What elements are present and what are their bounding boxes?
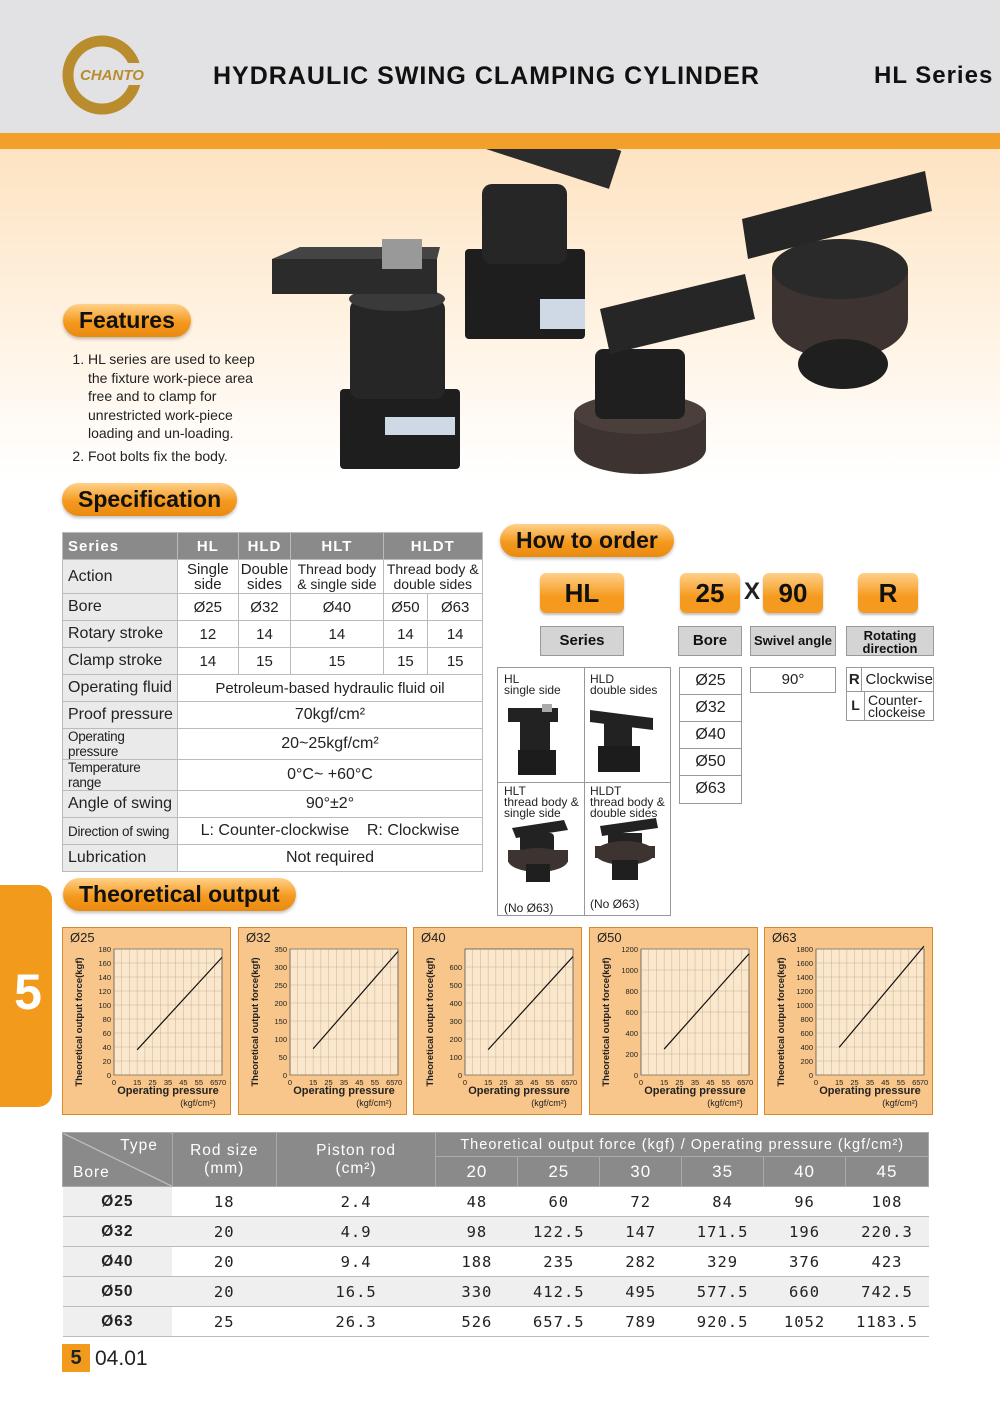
spec-row [63, 818, 483, 845]
piston-area-cell: 2.4 [276, 1187, 436, 1217]
spec-value: Ø40 [291, 594, 383, 621]
series-option-hldt: HLDT thread body & double sides [590, 784, 665, 820]
order-code-angle: 90 [763, 573, 823, 613]
bore-options-list [679, 667, 742, 804]
table-row [63, 1187, 929, 1217]
x-tick-label: 25 [148, 1078, 157, 1087]
x-tick-label: 0 [111, 1078, 117, 1087]
x-tick-label: 0 [462, 1078, 468, 1087]
bore-label: Bore [73, 1164, 110, 1181]
spec-row-clamp [63, 648, 483, 675]
x-tick-label: 65 [912, 1078, 921, 1087]
spec-value: Ø50 [383, 594, 428, 621]
spec-header-series: Series [63, 533, 178, 560]
spec-label: Lubrication [63, 845, 178, 872]
spec-label: Bore [63, 594, 178, 621]
brand-logo-text: CHANTO [80, 67, 144, 84]
x-tick-label: 65 [385, 1078, 394, 1087]
spec-label: Temperature range [63, 760, 178, 791]
y-tick-label: 50 [278, 1053, 287, 1062]
x-tick-label: 55 [896, 1078, 906, 1087]
order-code-separator: X [743, 578, 760, 605]
spec-value: 14 [383, 621, 428, 648]
spec-label: Operating fluid [63, 675, 178, 702]
y-tick-label: 200 [449, 1035, 462, 1044]
order-code-series: HL [540, 573, 624, 613]
x-tick-label: 45 [530, 1078, 539, 1087]
x-tick-label: 45 [881, 1078, 890, 1087]
y-tick-label: 600 [800, 1029, 813, 1038]
direction-option: R Clockwise [847, 668, 933, 692]
y-tick-label: 160 [98, 959, 111, 968]
force-cell: 122.5 [518, 1217, 600, 1247]
force-cell: 495 [600, 1277, 682, 1307]
force-cell: 1052 [764, 1307, 846, 1337]
spec-label: Direction of swing [63, 818, 178, 845]
force-cell: 98 [436, 1217, 518, 1247]
x-tick-label: 70 [744, 1078, 753, 1087]
force-cell: 72 [600, 1187, 682, 1217]
x-tick-label: 15 [308, 1078, 317, 1087]
y-tick-label: 1400 [796, 973, 813, 982]
theoretical-output-heading: Theoretical output [63, 878, 296, 911]
spec-value: 0°C~ +60°C [177, 760, 482, 791]
y-tick-label: 600 [624, 1008, 638, 1017]
spec-row-rotary [63, 621, 483, 648]
spec-row [63, 702, 483, 729]
rod-size-cell: 20 [172, 1217, 276, 1247]
x-tick-label: 35 [163, 1078, 173, 1087]
spec-value: 90°±2° [177, 791, 482, 818]
table-row [63, 1217, 929, 1247]
x-tick-label: 35 [514, 1078, 524, 1087]
x-tick-label: 45 [354, 1078, 364, 1087]
series-option-hlt: HLT thread body & single side [504, 784, 579, 820]
chart-title: Ø50 [596, 930, 622, 945]
y-tick-label: 500 [449, 981, 462, 990]
force-cell: 920.5 [682, 1307, 764, 1337]
x-axis-unit: (kgf/cm²) [355, 1098, 392, 1108]
hlt-cylinder-image [574, 274, 755, 474]
spec-value: L: Counter-clockwise R: Clockwise [177, 818, 482, 845]
piston-area-cell: 9.4 [276, 1247, 436, 1277]
spec-action-hl: Single side [177, 560, 238, 594]
table-row [63, 1277, 929, 1307]
output-chart [764, 927, 933, 1115]
spec-value: Ø63 [428, 594, 483, 621]
page-title: HYDRAULIC SWING CLAMPING CYLINDER [213, 62, 760, 90]
spec-action-hlt: Thread body & single side [291, 560, 383, 594]
y-tick-label: 400 [800, 1043, 813, 1052]
spec-header-row [63, 533, 483, 560]
spec-row [63, 729, 483, 760]
y-tick-label: 40 [102, 1043, 111, 1052]
x-tick-label: 0 [813, 1078, 819, 1087]
output-chart [589, 927, 758, 1115]
y-tick-label: 100 [273, 1035, 287, 1044]
spec-value: 20~25kgf/cm² [177, 729, 482, 760]
features-list [70, 350, 270, 465]
y-tick-label: 100 [98, 1001, 111, 1010]
y-tick-label: 120 [98, 987, 111, 996]
x-tick-label: 55 [194, 1078, 204, 1087]
spec-row-bore [63, 594, 483, 621]
x-axis-unit: (kgf/cm²) [531, 1098, 567, 1108]
hlt-thumbnail-image [508, 820, 568, 882]
y-tick-label: 0 [282, 1071, 287, 1080]
x-tick-label: 45 [179, 1078, 188, 1087]
footer-chapter-badge: 5 [62, 1344, 90, 1372]
x-axis-label: Operating pressure [117, 1085, 219, 1097]
table-row [63, 1247, 929, 1277]
x-tick-label: 35 [690, 1078, 699, 1087]
x-axis-unit: (kgf/cm²) [180, 1098, 216, 1108]
spec-label: Proof pressure [63, 702, 178, 729]
pressure-header: 20 [436, 1157, 518, 1187]
order-code-direction: R [858, 573, 918, 613]
x-tick-label: 15 [659, 1078, 668, 1087]
y-tick-label: 350 [273, 945, 287, 954]
order-label-series: Series [540, 626, 624, 656]
series-thumbnails [498, 668, 670, 915]
bore-cell: Ø25 [63, 1187, 173, 1217]
x-tick-label: 35 [339, 1078, 348, 1087]
x-axis-label: Operating pressure [468, 1085, 570, 1097]
spec-value: 14 [428, 621, 483, 648]
feature-item: 1. HL series are used to keep the fixture work-piece area free and to clamp for unrestricted work-piece loading and un-loading. [88, 350, 270, 443]
output-chart [413, 927, 582, 1115]
x-tick-label: 15 [132, 1078, 142, 1087]
spec-value: 15 [383, 648, 428, 675]
y-tick-label: 0 [633, 1071, 638, 1080]
x-tick-label: 65 [561, 1078, 570, 1087]
bore-option: Ø40 [680, 722, 741, 749]
x-tick-label: 70 [393, 1078, 402, 1087]
y-tick-label: 800 [624, 987, 638, 996]
x-tick-label: 15 [483, 1078, 493, 1087]
spec-label: Action [63, 560, 178, 594]
chart-title: Ø40 [421, 930, 446, 945]
bore-option: Ø32 [680, 695, 741, 722]
series-options-grid [497, 667, 671, 916]
x-tick-label: 25 [674, 1078, 684, 1087]
angle-option: 90° [750, 667, 836, 693]
x-tick-label: 35 [865, 1078, 875, 1087]
x-tick-label: 0 [287, 1078, 292, 1087]
chart-title: Ø32 [245, 930, 271, 945]
piston-area-cell: 4.9 [276, 1217, 436, 1247]
hld-cylinder-image [419, 149, 622, 339]
force-cell: 220.3 [845, 1217, 928, 1247]
x-tick-label: 55 [370, 1078, 379, 1087]
series-note-hldt: (No Ø63) [590, 897, 640, 911]
x-axis-unit: (kgf/cm²) [706, 1098, 743, 1108]
spec-value: Ø32 [238, 594, 291, 621]
direction-options-list [846, 667, 934, 721]
bore-cell: Ø32 [63, 1217, 173, 1247]
force-cell: 147 [600, 1217, 682, 1247]
spec-value: 14 [291, 621, 383, 648]
spec-value: 15 [291, 648, 383, 675]
hl-cylinder-image [272, 239, 460, 469]
spec-label: Operating pressure [63, 729, 178, 760]
spec-header-hldt: HLDT [383, 533, 482, 560]
force-cell: 789 [600, 1307, 682, 1337]
force-group-header: Theoretical output force (kgf) / Operating pressure (kgf/cm²) [436, 1133, 929, 1157]
x-tick-label: 55 [721, 1078, 730, 1087]
spec-row [63, 675, 483, 702]
rod-size-cell: 20 [172, 1277, 276, 1307]
force-cell: 196 [764, 1217, 846, 1247]
features-heading: Features [63, 304, 191, 337]
y-tick-label: 80 [102, 1015, 111, 1024]
y-axis-label: Theoretical output force(kgf) [425, 957, 436, 1087]
force-cell: 48 [436, 1187, 518, 1217]
force-cell: 282 [600, 1247, 682, 1277]
force-cell: 171.5 [682, 1217, 764, 1247]
y-axis-label: Theoretical output force(kgf) [249, 957, 261, 1087]
hldt-cylinder-image [742, 171, 932, 389]
series-option-hld: HLD double sides [590, 672, 658, 697]
force-cell: 60 [518, 1187, 600, 1217]
x-tick-label: 25 [323, 1078, 333, 1087]
chapter-side-tab-number: 5 [14, 964, 42, 1020]
spec-value: 70kgf/cm² [177, 702, 482, 729]
order-label-angle: Swivel angle [750, 626, 836, 656]
output-table [62, 1132, 929, 1337]
y-tick-label: 20 [102, 1057, 111, 1066]
y-tick-label: 200 [800, 1057, 813, 1066]
output-chart [238, 927, 407, 1115]
y-tick-label: 250 [273, 981, 287, 990]
y-tick-label: 300 [449, 1017, 462, 1026]
rod-size-header: Rod size (mm) [172, 1133, 276, 1187]
force-cell: 412.5 [518, 1277, 600, 1307]
spec-value: 14 [177, 648, 238, 675]
bore-option: Ø63 [680, 776, 741, 803]
pressure-header: 30 [600, 1157, 682, 1187]
x-tick-label: 65 [210, 1078, 219, 1087]
x-tick-label: 45 [705, 1078, 715, 1087]
x-axis-unit: (kgf/cm²) [882, 1098, 918, 1108]
rod-size-cell: 25 [172, 1307, 276, 1337]
feature-item: 2. Foot bolts fix the body. [88, 447, 270, 466]
spec-label: Angle of swing [63, 791, 178, 818]
y-tick-label: 1200 [620, 945, 638, 954]
hl-thumbnail-image [508, 704, 558, 775]
bore-option: Ø50 [680, 749, 741, 776]
x-axis-label: Operating pressure [819, 1085, 921, 1097]
rod-size-cell: 18 [172, 1187, 276, 1217]
spec-header-hl: HL [177, 533, 238, 560]
piston-rod-header: Piston rod (cm²) [276, 1133, 436, 1187]
spec-value: Petroleum-based hydraulic fluid oil [177, 675, 482, 702]
order-code-bore: 25 [680, 573, 740, 613]
bore-option: Ø25 [680, 668, 741, 695]
output-chart [62, 927, 231, 1115]
x-tick-label: 70 [919, 1078, 929, 1087]
y-tick-label: 100 [449, 1053, 462, 1062]
x-tick-label: 25 [499, 1078, 508, 1087]
y-tick-label: 200 [624, 1050, 638, 1059]
y-tick-label: 1600 [796, 959, 813, 968]
specification-heading: Specification [62, 483, 237, 516]
chart-title: Ø63 [772, 930, 797, 945]
spec-label: Rotary stroke [63, 621, 178, 648]
y-axis-label: Theoretical output force(kgf) [74, 957, 85, 1087]
pressure-header: 25 [518, 1157, 600, 1187]
hldt-thumbnail-image [595, 818, 658, 880]
y-tick-label: 180 [98, 945, 111, 954]
direction-option: L Counter-clockeise [847, 692, 933, 720]
series-note-hlt: (No Ø63) [504, 901, 554, 915]
spec-label: Clamp stroke [63, 648, 178, 675]
spec-header-hlt: HLT [291, 533, 383, 560]
series-option-hl: HL single side [504, 672, 561, 697]
force-cell: 96 [764, 1187, 846, 1217]
pressure-header: 35 [682, 1157, 764, 1187]
force-cell: 84 [682, 1187, 764, 1217]
output-charts [62, 927, 930, 1117]
x-tick-label: 25 [850, 1078, 859, 1087]
y-tick-label: 1200 [796, 987, 813, 996]
specification-table [62, 532, 483, 872]
force-cell: 577.5 [682, 1277, 764, 1307]
spec-value: 15 [428, 648, 483, 675]
y-tick-label: 400 [449, 999, 462, 1008]
rod-size-cell: 20 [172, 1247, 276, 1277]
x-tick-label: 65 [736, 1078, 745, 1087]
piston-area-cell: 16.5 [276, 1277, 436, 1307]
spec-action-hld: Double sides [238, 560, 291, 594]
y-tick-label: 600 [449, 963, 462, 972]
y-tick-label: 400 [624, 1029, 638, 1038]
y-tick-label: 1800 [796, 945, 813, 954]
chanto-logo [62, 35, 192, 115]
spec-value: Not required [177, 845, 482, 872]
x-axis-label: Operating pressure [643, 1085, 746, 1097]
force-cell: 108 [845, 1187, 928, 1217]
force-cell: 235 [518, 1247, 600, 1277]
spec-value: 14 [238, 621, 291, 648]
bore-cell: Ø50 [63, 1277, 173, 1307]
how-to-order-heading: How to order [500, 524, 674, 557]
spec-value: 15 [238, 648, 291, 675]
force-cell: 742.5 [845, 1277, 928, 1307]
spec-row-action [63, 560, 483, 594]
piston-area-cell: 26.3 [276, 1307, 436, 1337]
force-cell: 657.5 [518, 1307, 600, 1337]
y-tick-label: 0 [106, 1071, 111, 1080]
x-tick-label: 70 [217, 1078, 227, 1087]
footer-page-number: 04.01 [95, 1347, 148, 1370]
table-row [63, 1307, 929, 1337]
pressure-header: 45 [845, 1157, 928, 1187]
force-cell: 423 [845, 1247, 928, 1277]
y-tick-label: 0 [457, 1071, 462, 1080]
y-tick-label: 300 [273, 963, 287, 972]
x-tick-label: 15 [834, 1078, 844, 1087]
spec-row [63, 760, 483, 791]
spec-value: 12 [177, 621, 238, 648]
spec-action-hldt: Thread body & double sides [383, 560, 482, 594]
force-cell: 1183.5 [845, 1307, 928, 1337]
force-cell: 660 [764, 1277, 846, 1307]
x-tick-label: 55 [545, 1078, 555, 1087]
chart-title: Ø25 [70, 930, 95, 945]
type-bore-corner [63, 1133, 173, 1187]
y-tick-label: 60 [102, 1029, 111, 1038]
y-tick-label: 800 [800, 1015, 813, 1024]
force-cell: 526 [436, 1307, 518, 1337]
x-axis-label: Operating pressure [292, 1085, 395, 1097]
type-label: Type [120, 1137, 158, 1154]
order-label-bore: Bore [678, 626, 742, 656]
chapter-side-tab [0, 885, 52, 1107]
y-tick-label: 0 [808, 1071, 813, 1080]
force-cell: 330 [436, 1277, 518, 1307]
y-tick-label: 150 [273, 1017, 287, 1026]
y-axis-label: Theoretical output force(kgf) [776, 957, 787, 1087]
y-tick-label: 140 [98, 973, 111, 982]
bore-cell: Ø40 [63, 1247, 173, 1277]
x-tick-label: 0 [638, 1078, 643, 1087]
y-tick-label: 1000 [620, 966, 638, 975]
spec-row [63, 791, 483, 818]
force-cell: 188 [436, 1247, 518, 1277]
bore-cell: Ø63 [63, 1307, 173, 1337]
pressure-header: 40 [764, 1157, 846, 1187]
series-title: HL Series [874, 62, 994, 89]
x-tick-label: 70 [568, 1078, 578, 1087]
order-label-direction: Rotating direction [846, 626, 934, 656]
spec-row [63, 845, 483, 872]
spec-header-hld: HLD [238, 533, 291, 560]
y-tick-label: 200 [273, 999, 287, 1008]
hld-thumbnail-image [590, 710, 653, 772]
y-tick-label: 1000 [796, 1001, 813, 1010]
force-cell: 376 [764, 1247, 846, 1277]
header-stripe [0, 133, 1000, 149]
spec-value: Ø25 [177, 594, 238, 621]
force-cell: 329 [682, 1247, 764, 1277]
y-axis-label: Theoretical output force(kgf) [600, 957, 612, 1087]
